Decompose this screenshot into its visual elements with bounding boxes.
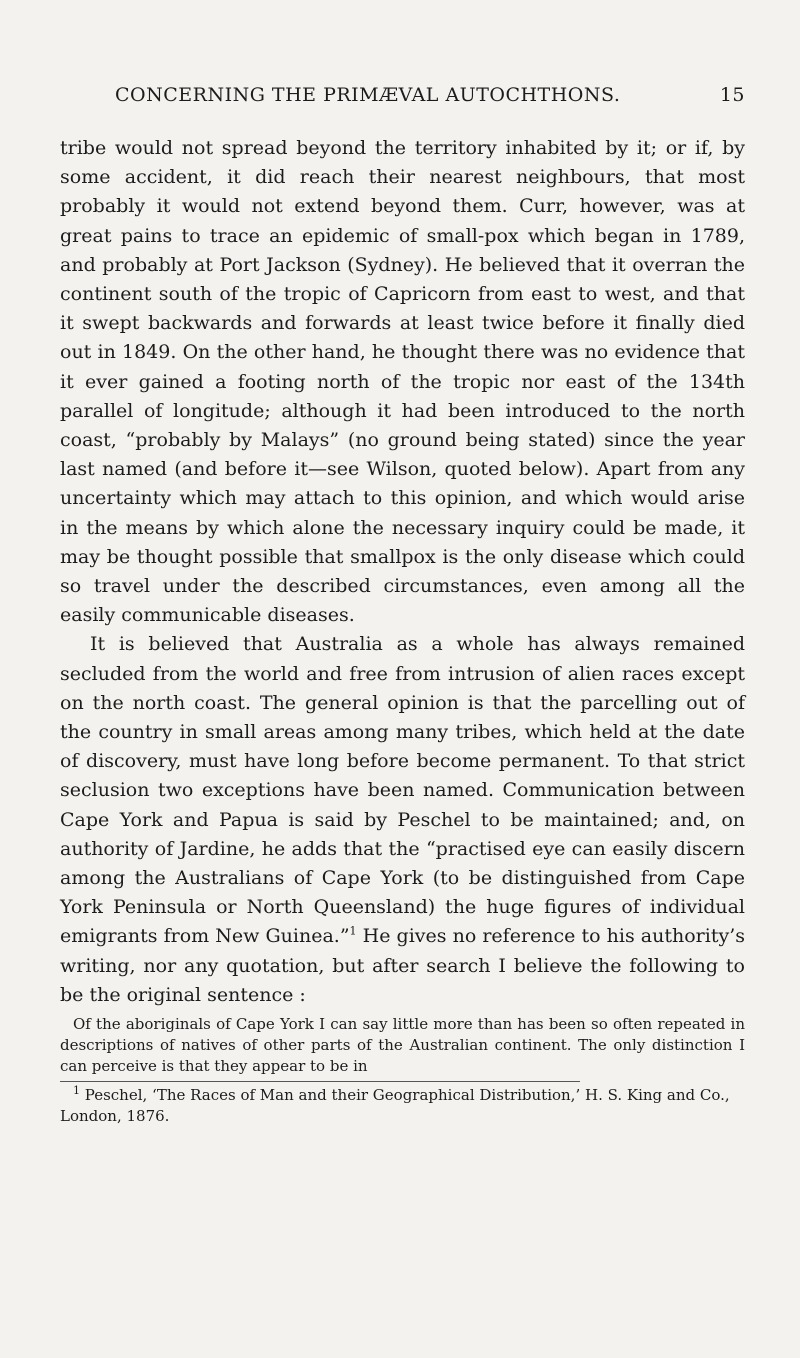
paragraph-2-text: It is believed that Australia as a whole has always remained secluded from the world and free from intrusion of alien races except on the north coast. The general opinion is that the parcelling out of the country in small areas among many tribes, which held at the date of discovery, must have long before become permanent. To that strict seclusion two exceptions have been named. Communication between Cape York and Papua is said by Peschel to be maintained; and, on authority of Jardine, he adds that the “practised eye can easily discern among the Australians of Cape York (to be distinguished from Cape York Peninsula or North Queensland) the huge figures of individual emigrants from New Guinea.” [60, 633, 745, 948]
paragraph-2 [60, 630, 745, 1010]
block-quote: Of the aboriginals of Cape York I can say little more than has been so often repeated in descriptions of natives of other parts of the Australian continent. The only distinction I can perceive is that they appear to be in [60, 1015, 745, 1076]
body-text [60, 134, 745, 1010]
running-head-title: CONCERNING THE PRIMÆVAL AUTOCHTHONS. [115, 84, 621, 106]
book-page [60, 84, 745, 1127]
footnote-text: Peschel, ‘The Races of Man and their Geographical Distribution,’ H. S. King and Co., London, 1876. [60, 1086, 730, 1126]
footnote-rule [60, 1081, 580, 1082]
footnote-marker: 1 [73, 1084, 80, 1098]
running-head [60, 84, 745, 120]
page-number: 15 [719, 84, 745, 106]
paragraph-1: tribe would not spread beyond the territory inhabited by it; or if, by some accident, it did reach their nearest neighbours, that most probably it would not extend beyond them. Curr, however, was at great pains to trace an epidemic of small-pox which began in 1789, and probably at Port Jackson (Sydney). He believed that it overran the continent south of the tropic of Capricorn from east to west, and that it swept backwards and forwards at least twice before it finally died out in 1849. On the other hand, he thought there was no evidence that it ever gained a footing north of the tropic nor east of the 134th parallel of longitude; although it had been introduced to the north coast, “probably by Malays” (no ground being stated) since the year last named (and before it—see Wilson, quoted below). Apart from any uncertainty which may attach to this opinion, and which would arise in the means by which alone the necessary inquiry could be made, it may be thought possible that smallpox is the only disease which could so travel under the described circumstances, even among all the easily communicable diseases. [60, 137, 745, 627]
paragraph-2-continuation: He gives no reference to his authority’s writing, nor any quotation, but after search I believe the following to be the original sentence : [60, 925, 745, 1006]
footnote-reference: 1 [349, 925, 357, 939]
footnote [60, 1085, 745, 1127]
